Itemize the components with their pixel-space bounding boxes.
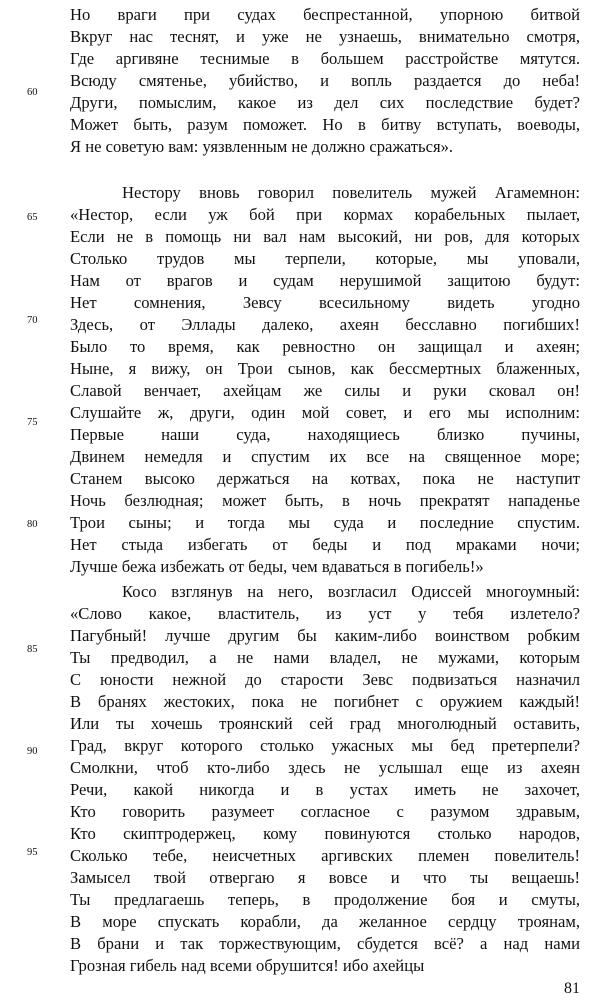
verse-line: Трои сыны; и тогда мы суда и последние спустим. bbox=[70, 513, 580, 532]
line-number: 75 bbox=[27, 417, 38, 428]
verse-line: Вкруг нас теснят, и уже не узнаешь, внимательно смотря, bbox=[70, 27, 580, 46]
verse-line: Ныне, я вижу, он Трои сынов, как бессмертных блаженных, bbox=[70, 359, 580, 378]
verse-line: Речи, какой никогда и в устах иметь не захочет, bbox=[70, 780, 580, 799]
verse-line: Лучше бежа избежать от беды, чем вдаваться в погибель!» bbox=[70, 557, 484, 576]
line-number: 70 bbox=[27, 315, 38, 326]
verse-line: Может быть, разум поможет. Но в битву вступать, воеводы, bbox=[70, 115, 580, 134]
verse-line: Пагубный! лучше другим бы каким-либо воинством робким bbox=[70, 626, 580, 645]
line-number: 65 bbox=[27, 212, 38, 223]
verse-line: Станем высоко держаться на котвах, пока не наступит bbox=[70, 469, 580, 488]
verse-line: Я не советую вам: уязвленным не должно сражаться». bbox=[70, 137, 454, 156]
verse-line: Но враги при судах беспрестанной, упорною битвой bbox=[70, 5, 580, 24]
verse-line: Столько трудов мы терпели, которые, мы уповали, bbox=[70, 249, 580, 268]
verse-line: Сколько тебе, неисчетных аргивских племен повелитель! bbox=[70, 846, 580, 865]
verse-line: Ночь безлюдная; может быть, в ночь прекратят нападенье bbox=[70, 491, 580, 510]
verse-line: Град, вкруг которого столько ужасных мы бед претерпели? bbox=[70, 736, 580, 755]
line-number: 95 bbox=[27, 847, 38, 858]
verse-line: Если не в помощь ни вал нам высокий, ни ров, для которых bbox=[70, 227, 580, 246]
verse-line: В брани и так торжествующим, сбудется всё? а над нами bbox=[70, 934, 580, 953]
verse-line: В бранях жестоких, пока не погибнет с оружием каждый! bbox=[70, 692, 580, 711]
verse-line: С юности нежной до старости Зевс подвизаться назначил bbox=[70, 670, 580, 689]
line-number: 90 bbox=[27, 746, 38, 757]
line-number: 60 bbox=[27, 87, 38, 98]
verse-line: Косо взглянув на него, возгласил Одиссей многоумный: bbox=[122, 582, 580, 601]
verse-line: Было то время, как ревностно он защищал и ахеян; bbox=[70, 337, 580, 356]
verse-line: Замысел твой отвергаю я вовсе и что ты вещаешь! bbox=[70, 868, 580, 887]
verse-line: В море спускать корабли, да желанное сердцу троянам, bbox=[70, 912, 580, 931]
verse-line: Грозная гибель над всеми обрушится! ибо ахейцы bbox=[70, 956, 425, 975]
verse-line: Или ты хочешь троянский сей град многолюдный оставить, bbox=[70, 714, 580, 733]
verse-line: Славой венчает, ахейцам же силы и руки сковал он! bbox=[70, 381, 580, 400]
verse-line: Здесь, от Эллады далеко, ахеян бесславно погибших! bbox=[70, 315, 580, 334]
page-number: 81 bbox=[564, 980, 580, 997]
verse-line: Слушайте ж, други, один мой совет, и его мы исполним: bbox=[70, 403, 580, 422]
verse-line: Нет сомнения, Зевсу всесильному видеть угодно bbox=[70, 293, 580, 312]
verse-line: Первые наши суда, находящиесь близко пучины, bbox=[70, 425, 580, 444]
verse-line: Други, помыслим, какое из дел сих последствие будет? bbox=[70, 93, 580, 112]
verse-line: Двинем немедля и спустим их все на священное море; bbox=[70, 447, 580, 466]
verse-line: Где аргивяне теснимые в большем расстройстве мятутся. bbox=[70, 49, 580, 68]
verse-line: «Нестор, если уж бой при кормах корабельных пылает, bbox=[70, 205, 580, 224]
verse-line: Нет стыда избегать от беды и под мраками ночи; bbox=[70, 535, 580, 554]
verse-line: Нам от врагов и судам нерушимой защитою будут: bbox=[70, 271, 580, 290]
verse-line: Всюду смятенье, убийство, и вопль раздается до неба! bbox=[70, 71, 580, 90]
verse-line: Кто скиптродержец, кому повинуются столько народов, bbox=[70, 824, 580, 843]
verse-line: Кто говорить разумеет согласное с разумом здравым, bbox=[70, 802, 580, 821]
verse-line: Нестору вновь говорил повелитель мужей Агамемнон: bbox=[122, 183, 580, 202]
line-number: 80 bbox=[27, 519, 38, 530]
verse-line: «Слово какое, властитель, из уст у тебя излетело? bbox=[70, 604, 580, 623]
verse-line: Смолкни, чтоб кто-либо здесь не услышал еще из ахеян bbox=[70, 758, 580, 777]
verse-line: Ты предводил, а не нами владел, не мужами, которым bbox=[70, 648, 580, 667]
verse-line: Ты предлагаешь теперь, в продолжение боя и смуты, bbox=[70, 890, 580, 909]
line-number: 85 bbox=[27, 644, 38, 655]
